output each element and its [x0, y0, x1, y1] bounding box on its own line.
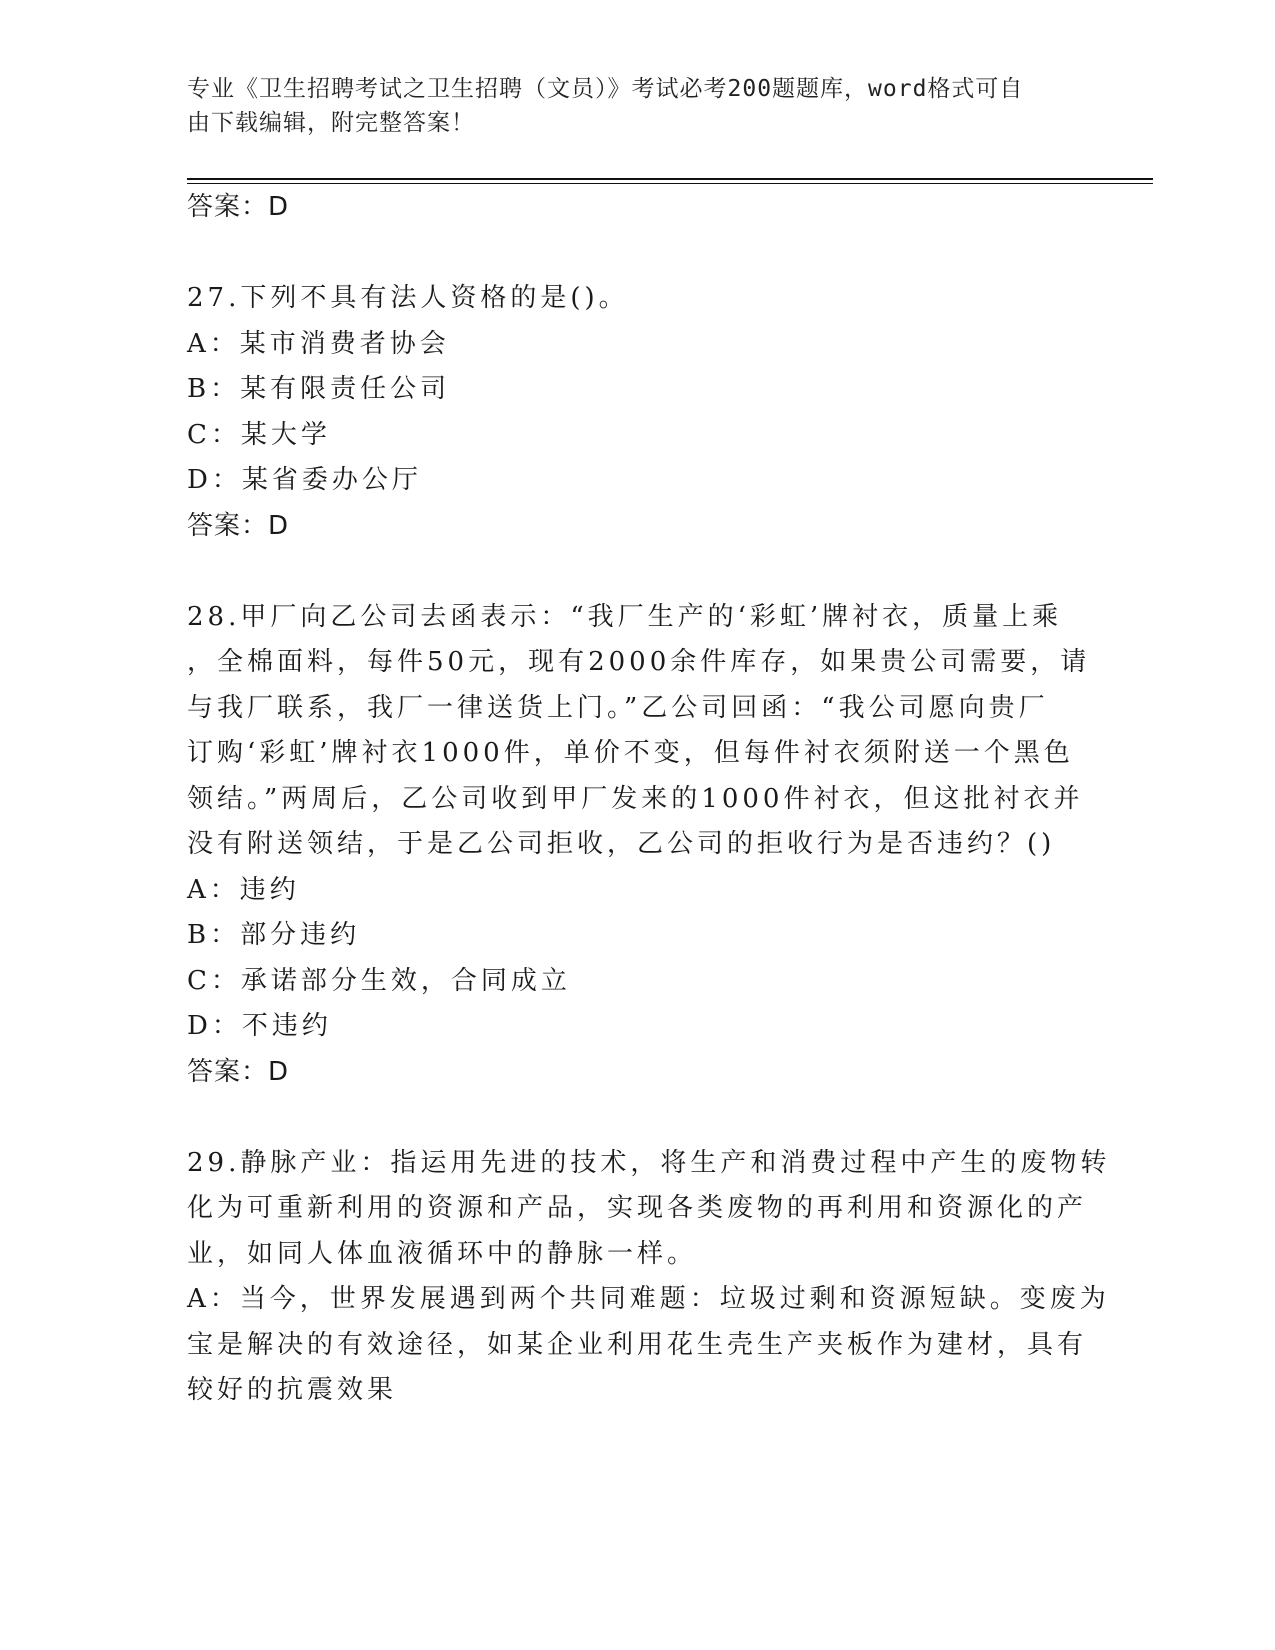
question-27-text: 27.下列不具有法人资格的是()。 — [187, 283, 629, 313]
question-29 — [187, 1141, 1111, 1414]
document-header — [187, 72, 1067, 140]
question-28-option-a: A：违约 — [187, 874, 300, 905]
question-29-text-line: 业，如同人体血液循环中的静脉一样。 — [187, 1238, 698, 1269]
question-27-option-d: D：某省委办公厅 — [187, 465, 422, 495]
question-29-option-a-line: 宝是解决的有效途径，如某企业利用花生壳生产夹板作为建材，具有 — [187, 1329, 1088, 1360]
question-28-option-c: C：承诺部分生效，合同成立 — [187, 965, 571, 996]
header-divider-thin — [187, 183, 1153, 184]
question-28-text-line: 没有附送领结，于是乙公司拒收，乙公司的拒收行为是否违约？() — [187, 829, 1056, 859]
spacer — [187, 549, 1087, 595]
header-line-2: 由下载编辑，附完整答案！ — [187, 110, 475, 136]
question-28-option-d: D：不违约 — [187, 1011, 332, 1041]
question-27-option-b: B：某有限责任公司 — [187, 374, 451, 404]
header-divider-thick — [187, 178, 1153, 180]
question-28-text-line: 28.甲厂向乙公司去函表示：“我厂生产的‘彩虹’牌衬衣，质量上乘 — [187, 601, 1063, 632]
question-28-text-line: 领结。”两周后，乙公司收到甲厂发来的1000件衬衣，但这批衬衣并 — [187, 783, 1084, 814]
question-27 — [187, 276, 1087, 549]
question-29-text-line: 29.静脉产业：指运用先进的技术，将生产和消费过程中产生的废物转 — [187, 1147, 1111, 1178]
question-28-text-line: 订购‘彩虹’牌衬衣1000件，单价不变，但每件衬衣须附送一个黑色 — [187, 738, 1074, 768]
spacer — [187, 1095, 1087, 1141]
question-27-option-a: A：某市消费者协会 — [187, 328, 450, 359]
question-27-answer: 答案：D — [187, 510, 290, 541]
spacer — [187, 231, 1087, 277]
question-29-text-line: 化为可重新利用的资源和产品，实现各类废物的再利用和资源化的产 — [187, 1193, 1088, 1223]
question-29-option-a-line: 较好的抗震效果 — [187, 1375, 398, 1405]
previous-answer: 答案：D — [187, 192, 290, 222]
question-28-answer: 答案：D — [187, 1056, 290, 1087]
question-29-option-a-line: A：当今，世界发展遇到两个共同难题：垃圾过剩和资源短缺。变废为 — [187, 1284, 1110, 1314]
question-28-text-line: 与我厂联系，我厂一律送货上门。”乙公司回函：“我公司愿向贵厂 — [187, 692, 1049, 723]
header-line-1: 专业《卫生招聘考试之卫生招聘（文员）》考试必考200题题库，word格式可自 — [187, 76, 1024, 102]
question-28 — [187, 595, 1091, 1096]
question-28-text-line: ，全棉面料，每件50元，现有2000余件库存，如果贵公司需要，请 — [187, 647, 1091, 677]
question-28-option-b: B：部分违约 — [187, 920, 361, 950]
document-body — [187, 185, 1111, 1414]
question-27-option-c: C：某大学 — [187, 419, 331, 450]
